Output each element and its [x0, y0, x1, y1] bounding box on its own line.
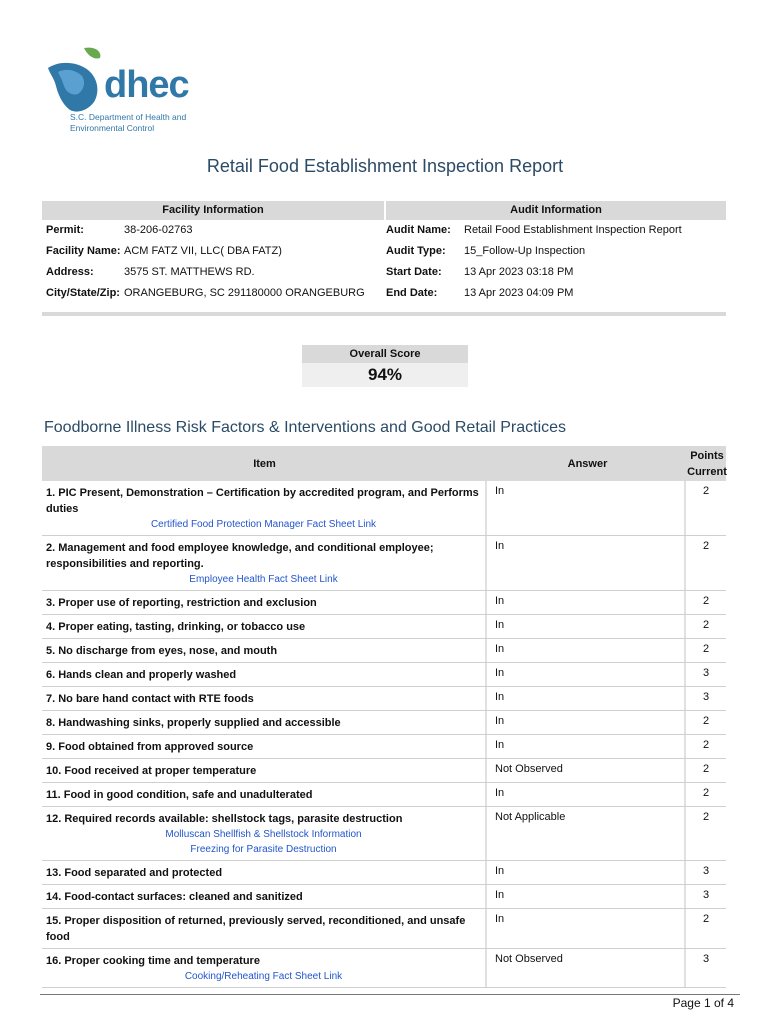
answer-cell: In — [487, 615, 686, 638]
item-text: 1. PIC Present, Demonstration – Certification by accredited program, and Performs duties — [46, 487, 479, 515]
fact-sheet-link[interactable]: Freezing for Parasite Destruction — [190, 844, 337, 855]
item-cell — [42, 615, 487, 638]
points-cell: 2 — [702, 913, 710, 925]
item-cell — [42, 536, 487, 590]
report-title: Retail Food Establishment Inspection Report — [206, 156, 564, 176]
answer-cell: In — [487, 885, 686, 908]
points-cell: 3 — [702, 889, 710, 901]
table-row — [42, 615, 726, 639]
item-text: 5. No discharge from eyes, nose, and mouth — [46, 645, 278, 657]
item-cell — [42, 885, 487, 908]
audit-label: End Date: — [386, 287, 438, 299]
facility-value: ACM FATZ VII, LLC( DBA FATZ) — [124, 245, 282, 257]
points-cell: 2 — [702, 763, 710, 775]
table-row — [42, 783, 726, 807]
item-text: 9. Food obtained from approved source — [46, 741, 254, 753]
item-text: 7. No bare hand contact with RTE foods — [46, 693, 254, 705]
audit-value: 15_Follow-Up Inspection — [464, 245, 586, 257]
info-block — [42, 201, 726, 316]
answer-cell: In — [487, 711, 686, 734]
facility-label: Permit: — [46, 224, 84, 236]
facility-value: 3575 ST. MATTHEWS RD. — [124, 266, 255, 278]
points-cell: 3 — [702, 865, 710, 877]
answer-cell: In — [487, 861, 686, 884]
points-cell: 3 — [702, 667, 710, 679]
header-answer: Answer — [567, 457, 608, 470]
points-cell: 2 — [702, 811, 710, 823]
table-row — [42, 807, 726, 861]
dhec-logo — [44, 44, 204, 134]
info-divider — [42, 312, 726, 316]
item-cell — [42, 481, 487, 535]
item-text: 8. Handwashing sinks, properly supplied and accessible — [46, 717, 341, 729]
answer-cell: In — [487, 536, 686, 590]
item-cell — [42, 909, 487, 948]
logo-wordmark: dhec — [104, 64, 189, 106]
item-cell — [42, 807, 487, 860]
answer-cell: Not Observed — [487, 949, 686, 987]
item-cell — [42, 639, 487, 662]
table-row — [42, 735, 726, 759]
page-number: Page 1 of 4 — [672, 996, 734, 1010]
item-text: 12. Required records available: shellstock tags, parasite destruction — [46, 813, 403, 825]
points-cell: 3 — [702, 691, 710, 703]
points-cell: 2 — [702, 643, 710, 655]
item-text: 13. Food separated and protected — [46, 867, 223, 879]
table-row — [42, 861, 726, 885]
item-text: 16. Proper cooking time and temperature — [46, 955, 260, 967]
points-cell: 2 — [702, 540, 710, 552]
info-row — [42, 283, 726, 304]
audit-label: Audit Type: — [386, 245, 446, 257]
header-points: Points Current — [687, 449, 727, 478]
item-cell — [42, 949, 487, 987]
table-row — [42, 663, 726, 687]
points-cell: 2 — [702, 787, 710, 799]
item-cell — [42, 759, 487, 782]
inspection-table — [42, 446, 726, 988]
footer-divider — [40, 994, 740, 995]
item-text: 2. Management and food employee knowledge, and conditional employee; responsibilities and reporting. — [46, 542, 434, 570]
answer-cell: Not Observed — [487, 759, 686, 782]
facility-label: Facility Name: — [46, 245, 121, 257]
answer-cell: In — [487, 639, 686, 662]
points-cell: 3 — [702, 953, 710, 965]
logo-subtitle-line2: Environmental Control — [70, 123, 155, 133]
table-row — [42, 536, 726, 591]
logo-subtitle-line1: S.C. Department of Health and — [70, 112, 187, 122]
facility-label: Address: — [46, 266, 94, 278]
item-cell — [42, 663, 487, 686]
facility-info-header: Facility Information — [42, 201, 384, 220]
answer-cell: In — [487, 591, 686, 614]
audit-value: 13 Apr 2023 03:18 PM — [464, 266, 574, 278]
section-title: Foodborne Illness Risk Factors & Interventions and Good Retail Practices — [44, 419, 567, 436]
item-text: 6. Hands clean and properly washed — [46, 669, 237, 681]
audit-label: Start Date: — [386, 266, 442, 278]
points-cell: 2 — [702, 595, 710, 607]
audit-info-header: Audit Information — [386, 201, 726, 220]
facility-value: ORANGEBURG, SC 291180000 ORANGEBURG — [124, 287, 365, 299]
audit-label: Audit Name: — [386, 224, 451, 236]
answer-cell: Not Applicable — [487, 807, 686, 860]
table-row — [42, 639, 726, 663]
item-text: 4. Proper eating, tasting, drinking, or tobacco use — [46, 621, 306, 633]
table-row — [42, 687, 726, 711]
item-cell — [42, 687, 487, 710]
overall-score-value: 94% — [302, 363, 468, 387]
overall-score — [302, 345, 468, 387]
answer-cell: In — [487, 481, 686, 535]
item-text: 15. Proper disposition of returned, previously served, reconditioned, and unsafe food — [46, 915, 466, 943]
fact-sheet-link[interactable]: Certified Food Protection Manager Fact Sheet Link — [150, 519, 377, 530]
item-cell — [42, 861, 487, 884]
item-cell — [42, 783, 487, 806]
table-row — [42, 481, 726, 536]
item-cell — [42, 711, 487, 734]
answer-cell: In — [487, 663, 686, 686]
item-cell — [42, 591, 487, 614]
overall-score-label: Overall Score — [302, 345, 468, 363]
answer-cell: In — [487, 687, 686, 710]
fact-sheet-link[interactable]: Employee Health Fact Sheet Link — [189, 574, 338, 585]
info-row — [42, 241, 726, 262]
table-row — [42, 711, 726, 735]
answer-cell: In — [487, 783, 686, 806]
table-row — [42, 885, 726, 909]
table-row — [42, 949, 726, 988]
answer-cell: In — [487, 909, 686, 948]
facility-label: City/State/Zip: — [46, 287, 120, 299]
info-row — [42, 262, 726, 283]
table-row — [42, 759, 726, 783]
points-cell: 2 — [702, 715, 710, 727]
item-text: 11. Food in good condition, safe and unadulterated — [46, 789, 313, 801]
audit-value: Retail Food Establishment Inspection Report — [464, 224, 682, 236]
info-row — [42, 220, 726, 241]
item-cell — [42, 735, 487, 758]
item-text: 10. Food received at proper temperature — [46, 765, 257, 777]
item-text: 3. Proper use of reporting, restriction and exclusion — [46, 597, 317, 609]
fact-sheet-link[interactable]: Molluscan Shellfish & Shellstock Information — [165, 829, 362, 840]
header-item: Item — [253, 457, 276, 470]
answer-cell: In — [487, 735, 686, 758]
points-cell: 2 — [702, 739, 710, 751]
table-row — [42, 909, 726, 949]
table-header — [42, 446, 726, 481]
item-text: 14. Food-contact surfaces: cleaned and sanitized — [46, 891, 303, 903]
points-cell: 2 — [702, 619, 710, 631]
audit-value: 13 Apr 2023 04:09 PM — [464, 287, 574, 299]
table-row — [42, 591, 726, 615]
table-body — [42, 481, 726, 988]
facility-value: 38-206-02763 — [124, 224, 193, 236]
points-cell: 2 — [702, 485, 710, 497]
fact-sheet-link[interactable]: Cooking/Reheating Fact Sheet Link — [184, 971, 343, 982]
